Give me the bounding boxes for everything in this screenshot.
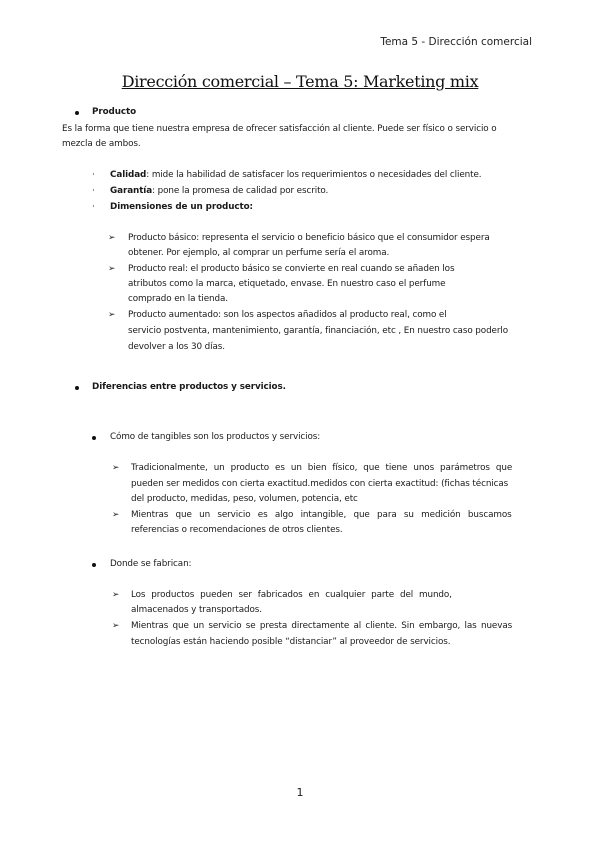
- item-text: : mide la habilidad de satisfacer los requerimientos o necesidades del cliente.: [146, 170, 482, 180]
- intro-line-2: mezcla de ambos.: [62, 139, 141, 149]
- arrow-icon: ➢: [112, 621, 120, 631]
- item-dimensiones: [110, 200, 253, 215]
- dash-icon: ·: [92, 170, 95, 180]
- bullet-icon: [92, 563, 96, 567]
- fabrican-point-2-line-1: Mientras que un servicio se presta directamente al cliente. Sin embargo, las nuevas: [131, 621, 513, 631]
- section-heading-diferencias: Diferencias entre productos y servicios.: [92, 382, 286, 392]
- item-text: : pone la promesa de calidad por escrito.: [152, 186, 329, 196]
- tangibles-point-2-line-1: Mientras que un servicio es algo intangible, que para su medición buscamos: [131, 510, 512, 520]
- dimension-real-line-1: Producto real: el producto básico se convierte en real cuando se añaden los: [128, 264, 455, 274]
- section-heading-producto: Producto: [92, 107, 137, 117]
- arrow-icon: ➢: [112, 510, 120, 520]
- fabrican-point-2-line-2: tecnologías están haciendo posible “distanciar” al proveedor de servicios.: [131, 637, 451, 647]
- item-term: Calidad: [110, 170, 147, 180]
- tangibles-point-1-line-1: Tradicionalmente, un producto es un bien físico, que tiene unos parámetros que: [131, 463, 513, 473]
- dimension-real-line-3: comprado en la tienda.: [128, 294, 229, 304]
- item-term: Dimensiones de un producto:: [110, 202, 253, 212]
- tangibles-point-1-line-3: del producto, medidas, peso, volumen, potencia, etc: [131, 494, 358, 504]
- dimension-aumentado-line-2: servicio postventa, mantenimiento, garantía, financiación, etc , En nuestro caso poderlo: [128, 326, 509, 336]
- intro-line-1: Es la forma que tiene nuestra empresa de ofrecer satisfacción al cliente. Puede ser físico o servicio o: [62, 124, 497, 134]
- arrow-icon: ➢: [112, 463, 120, 473]
- dimension-basico-line-2: obtener. Por ejemplo, al comprar un perfume sería el aroma.: [128, 248, 390, 258]
- group-label-fabrican: Donde se fabrican:: [110, 559, 192, 569]
- tangibles-point-2-line-2: referencias o recomendaciones de otros clientes.: [131, 525, 343, 535]
- tangibles-point-1-line-2: pueden ser medidos con cierta exactitud.medidos con cierta exactitud: (fichas técnicas: [131, 479, 509, 489]
- dimension-aumentado-line-3: devolver a los 30 días.: [128, 342, 225, 352]
- bullet-icon: [75, 111, 79, 115]
- item-term: Garantía: [110, 186, 153, 196]
- fabrican-point-1-line-1: Los productos pueden ser fabricados en cualquier parte del mundo,: [131, 590, 452, 600]
- bullet-icon: [75, 386, 79, 390]
- arrow-icon: ➢: [108, 264, 116, 274]
- item-garantia: [110, 184, 328, 199]
- dash-icon: ·: [92, 186, 95, 196]
- dimension-aumentado-line-1: Producto aumentado: son los aspectos añadidos al producto real, como el: [128, 310, 447, 320]
- dimension-real-line-2: atributos como la marca, etiquetado, envase. En nuestro caso el perfume: [128, 279, 446, 289]
- fabrican-point-1-line-2: almacenados y transportados.: [131, 605, 262, 615]
- item-calidad: [110, 168, 481, 183]
- document-title: Dirección comercial – Tema 5: Marketing mix: [121, 72, 479, 91]
- dash-icon: ·: [92, 202, 95, 212]
- running-header: Tema 5 - Dirección comercial: [380, 36, 532, 48]
- arrow-icon: ➢: [108, 310, 116, 320]
- dimension-basico-line-1: Producto básico: representa el servicio o beneficio básico que el consumidor espera: [128, 233, 490, 243]
- arrow-icon: ➢: [112, 590, 120, 600]
- arrow-icon: ➢: [108, 233, 116, 243]
- bullet-icon: [92, 436, 96, 440]
- group-label-tangibles: Cómo de tangibles son los productos y servicios:: [110, 432, 321, 442]
- page-number: 1: [296, 786, 304, 799]
